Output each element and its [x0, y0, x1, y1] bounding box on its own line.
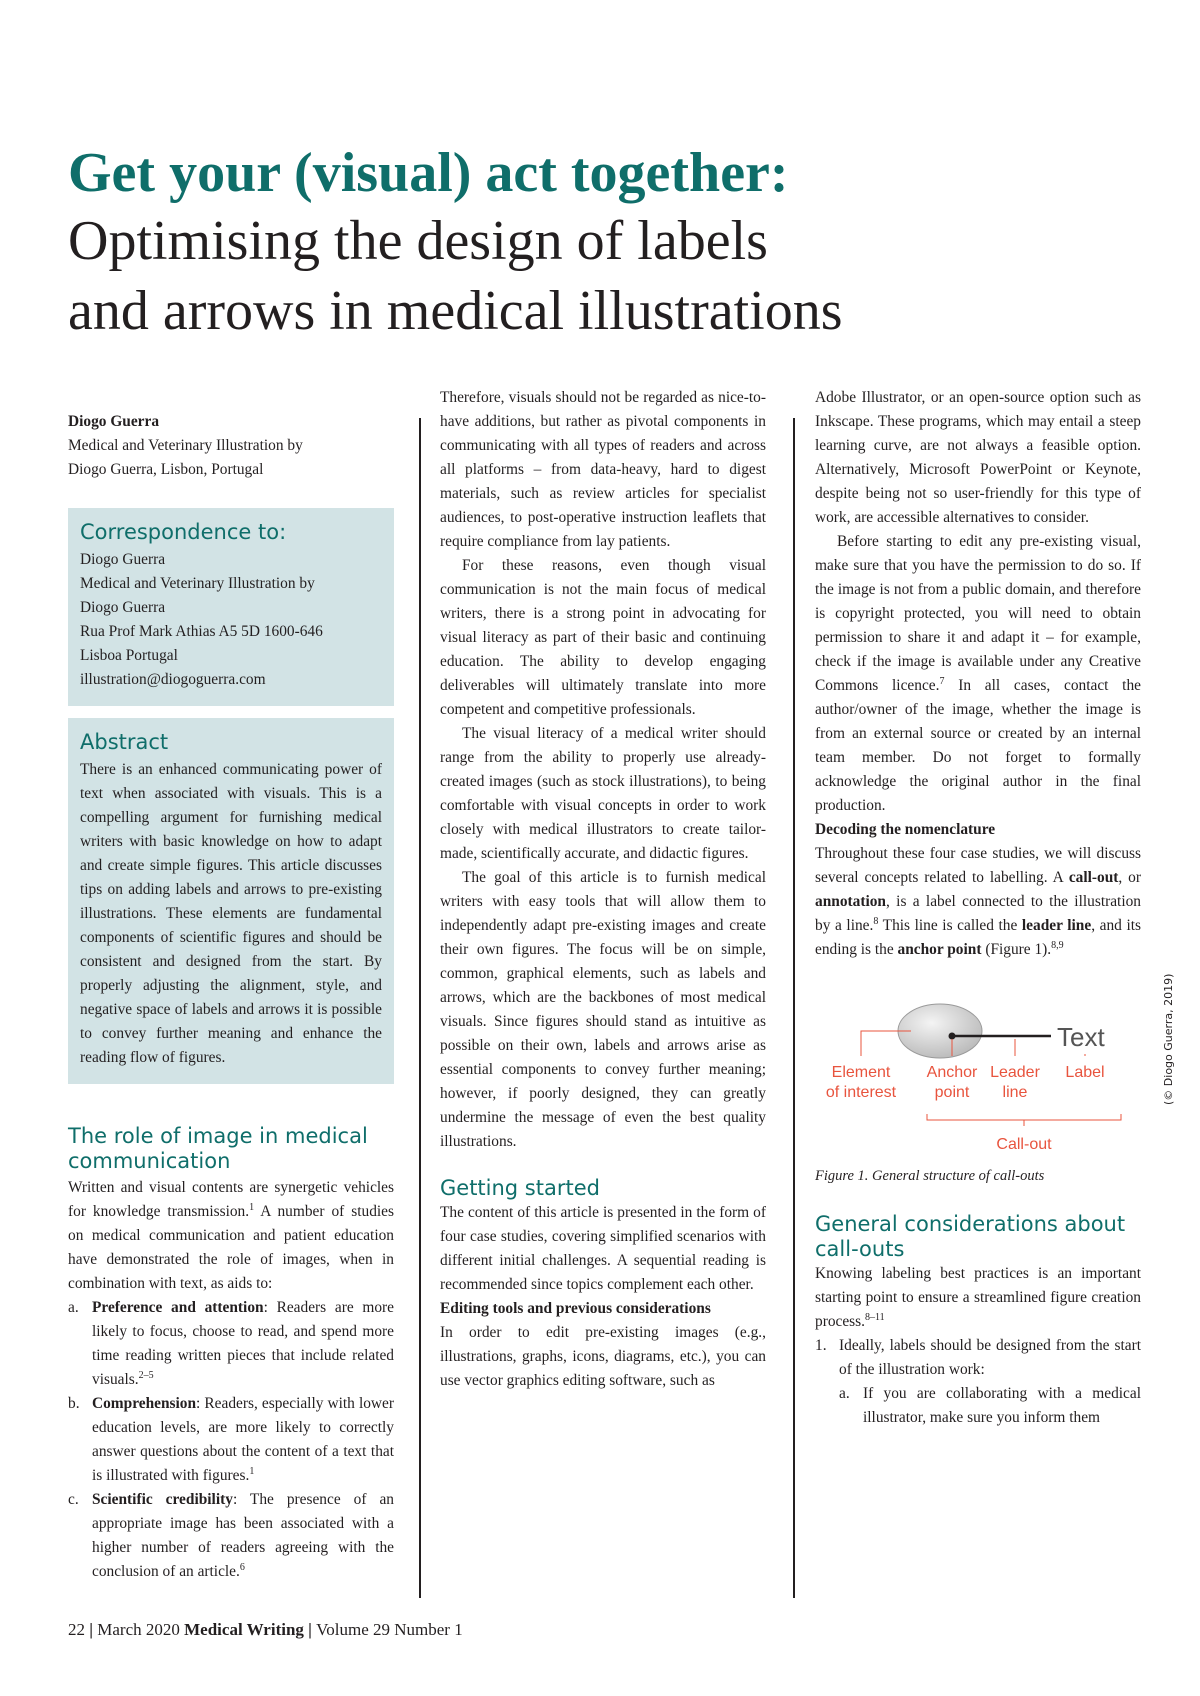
- column-2: [440, 386, 766, 1393]
- correspondence-box: [68, 508, 394, 706]
- issue-date: March 2020: [97, 1620, 180, 1639]
- subsection-heading: Decoding the nomenclature: [815, 821, 996, 838]
- title-line-2: Optimising the design of labels: [68, 210, 768, 272]
- correspondence-line: Lisboa Portugal: [80, 647, 178, 664]
- body-paragraph: Before starting to edit any pre-existing visual, make sure that you have the permission to do so. If the image is not from a public domain, and therefore is copyright protected, you will need to obtain permission to share it and adapt it – for example, check if the image is available under any Creative Commons licence.$^7$ In all cases, contact the author/owner of the image, whether the image is from an external source or created by an internal team member. Do not forget to formally acknowledge the original author in the final production.: [815, 533, 1141, 814]
- body-paragraph: In order to edit pre-existing images (e.g., illustrations, graphs, icons, diagrams, etc.), you can use vector graphics editing software, such as: [440, 1324, 766, 1389]
- body-paragraph: The content of this article is presented in the form of four case studies, covering simplified scenarios with different initial challenges. A sequential reading is recommended since topics complement each other.: [440, 1204, 766, 1293]
- article-title: [68, 140, 1068, 346]
- label-leader-line2: line: [1002, 1084, 1028, 1101]
- figure-credit: (© Diogo Guerra, 2019): [1162, 973, 1175, 1105]
- section-heading: The role of image in medical communication: [68, 1124, 368, 1173]
- label-element-line1: Element: [831, 1064, 891, 1081]
- correspondence-email[interactable]: illustration@diogoguerra.com: [80, 671, 266, 688]
- title-line-3: and arrows in medical illustrations: [68, 280, 843, 342]
- body-paragraph: Therefore, visuals should not be regarded as nice-to-have additions, but rather as pivotal components in communicating with all types of readers and across all platforms – from data-heavy, hard to digest materials, such as review articles for specialist audiences, to post-operative instruction leaflets that require compliance from lay patients.: [440, 389, 766, 550]
- callout-diagram: [815, 974, 1141, 1164]
- body-paragraph: Throughout these four case studies, we will discuss several concepts related to labelling. A call-out, or annotation, is a label connected to the illustration by a line.$^8$ This line is called the leader line, and its ending is the anchor point (Figure 1).$^{8,9}$: [815, 845, 1142, 958]
- body-paragraph: Written and visual contents are synergetic vehicles for knowledge transmission.$^1$ A number of studies on medical communication and patient education have demonstrated the role of images, when in combination with text, as aids to:: [68, 1179, 394, 1292]
- page-number: 22: [68, 1620, 85, 1639]
- callout-figure: [815, 974, 1141, 1164]
- label-element-line2: of interest: [825, 1084, 897, 1101]
- label-anchor-line1: Anchor: [926, 1064, 978, 1081]
- abstract-text: There is an enhanced communicating power of text when associated with visuals. This is a compelling argument for furnishing medical writers with basic knowledge on how to adapt and create simple figures. This article discusses tips on adding labels and arrows to pre-existing illustrations. These elements are fundamental components of scientific figures and should be consistent and designed from the start. By properly adjusting the alignment, style, and negative space of labels and arrows it is possible to convey further meaning and enhance the reading flow of figures.: [80, 761, 382, 1066]
- journal-name: Medical Writing: [184, 1620, 304, 1639]
- title-line-1: Get your (visual) act together:: [68, 142, 789, 204]
- author-affiliation: Diogo Guerra, Lisbon, Portugal: [68, 461, 264, 478]
- volume-info: Volume 29 Number 1: [316, 1620, 463, 1639]
- list-item: b. Comprehension: Readers, especially with lower education levels, are more likely to correctly answer questions about the content of a text that is illustrated with figures.$^1$: [68, 1395, 394, 1484]
- correspondence-line: Diogo Guerra: [80, 599, 166, 616]
- column-3: [815, 386, 1141, 1430]
- callout-bracket: [927, 1114, 1121, 1120]
- body-paragraph: The visual literacy of a medical writer should range from the ability to properly use already-created images (such as stock illustrations), to being comfortable with visual concepts in order to work closely with medical illustrators to create tailor-made, scientifically accurate, and didactic figures.: [440, 725, 766, 862]
- author-affiliation: Medical and Veterinary Illustration by: [68, 437, 303, 454]
- section-heading: General considerations about call-outs: [815, 1212, 1126, 1261]
- body-paragraph: Knowing labeling best practices is an important starting point to ensure a streamlined figure creation process.$^{8-11}$: [815, 1265, 1141, 1330]
- body-paragraph: For these reasons, even though visual communication is not the main focus of medical writers, there is a strong point in advocating for visual literacy as part of their basic and continuing education. The ability to develop engaging deliverables will ultimately translate into more competent and competitive professionals.: [440, 557, 766, 718]
- correspondence-line: Rua Prof Mark Athias A5 5D 1600-646: [80, 623, 323, 640]
- page-footer: 22 | March 2020 Medical Writing | Volume 29 Number 1: [68, 1620, 463, 1639]
- list-item: a. Preference and attention: Readers are more likely to focus, choose to read, and spend more time reading written pieces that include related visuals.$^{2-5}$: [68, 1299, 394, 1388]
- list-item: a. If you are collaborating with a medical illustrator, make sure you inform them: [839, 1385, 1141, 1426]
- subsection-heading: Editing tools and previous considerations: [440, 1300, 711, 1317]
- list-item: 1. Ideally, labels should be designed from the start of the illustration work:: [815, 1337, 1141, 1378]
- correspondence-line: Diogo Guerra: [80, 551, 166, 568]
- list-item: c. Scientific credibility: The presence of an appropriate image has been associated with a higher number of readers agreeing with the conclusion of an article.$^6$: [68, 1491, 394, 1580]
- column-1: [68, 410, 394, 1584]
- section-heading: Getting started: [440, 1176, 600, 1200]
- abstract-heading: Abstract: [80, 730, 169, 754]
- figure-text-label: Text: [1057, 1022, 1105, 1052]
- abstract-box: [68, 718, 394, 1084]
- body-paragraph: Adobe Illustrator, or an open-source option such as Inkscape. These programs, which may entail a steep learning curve, are not always a feasible option. Alternatively, Microsoft PowerPoint or Keynote, despite being not so user-friendly for this type of work, are accessible alternatives to consider.: [815, 389, 1141, 526]
- body-paragraph: The goal of this article is to furnish medical writers with easy tools that will allow them to independently adapt pre-existing images and create their own figures. The focus will be on simple, common, graphical elements, such as labels and arrows, which are the backbones of most medical visuals. Since figures should stand as intuitive as possible on their own, labels and arrows arise as essential components to convey further meaning; however, if poorly designed, they can greatly undermine the message of even the best quality illustrations.: [440, 869, 766, 1150]
- label-leader-line1: Leader: [990, 1064, 1040, 1081]
- anchor-point-dot: [949, 1033, 956, 1040]
- column-rule: [419, 418, 421, 1598]
- label-label: Label: [1065, 1064, 1105, 1081]
- correspondence-heading: Correspondence to:: [80, 520, 287, 544]
- figure-caption: Figure 1. General structure of call-outs: [815, 1168, 1045, 1184]
- author-name: Diogo Guerra: [68, 413, 160, 430]
- column-rule: [793, 418, 795, 1598]
- correspondence-line: Medical and Veterinary Illustration by: [80, 575, 315, 592]
- label-callout: Call-out: [996, 1136, 1052, 1153]
- label-anchor-line2: point: [934, 1084, 970, 1101]
